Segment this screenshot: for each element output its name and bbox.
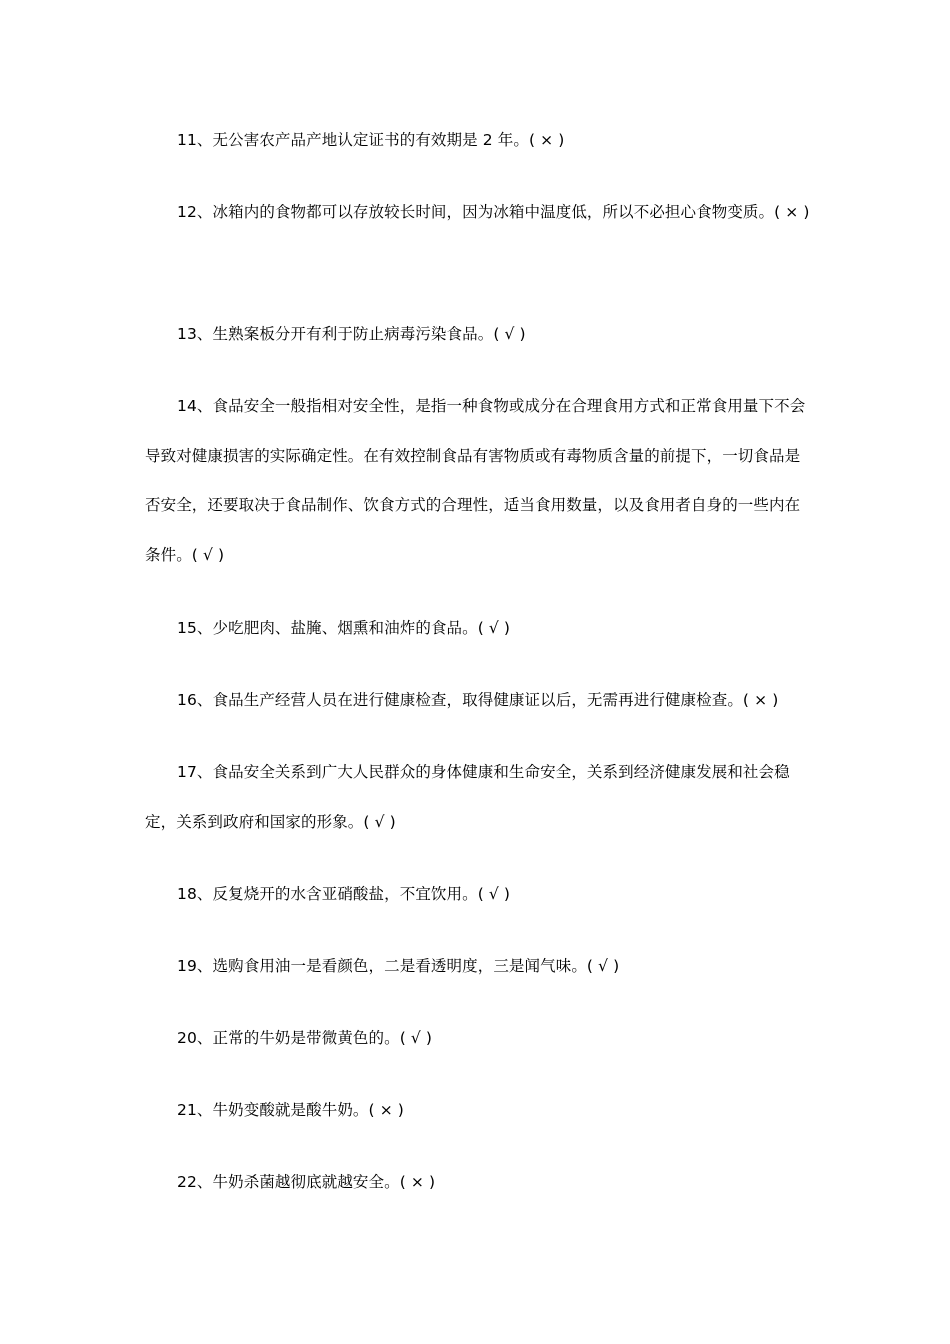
question-21: 21、牛奶变酸就是酸牛奶。( × ) (177, 1101, 404, 1119)
question-19: 19、选购食用油一是看颜色，二是看透明度，三是闻气味。( √ ) (177, 957, 620, 975)
question-11: 11、无公害农产品产地认定证书的有效期是 2 年。( × ) (177, 131, 565, 149)
question-15: 15、少吃肥肉、盐腌、烟熏和油炸的食品。( √ ) (177, 619, 511, 637)
question-17: 17、食品安全关系到广大人民群众的身体健康和生命安全，关系到经济健康发展和社会稳定，关系到政府和国家的形象。( √ ) (145, 763, 790, 831)
question-20: 20、正常的牛奶是带微黄色的。( √ ) (177, 1029, 433, 1047)
question-13: 13、生熟案板分开有利于防止病毒污染食品。( √ ) (177, 325, 526, 343)
question-14: 14、食品安全一般指相对安全性，是指一种食物或成分在合理食用方式和正常食用量下不会导致对健康损害的实际确定性。在有效控制食品有害物质或有毒物质含量的前提下，一切食品是否安全，还要取决于食品制作、饮食方式的合理性，适当食用数量，以及食用者自身的一些内在条件。( √ ) (145, 397, 806, 564)
question-12: 12、冰箱内的食物都可以存放较长时间，因为冰箱中温度低，所以不必担心食物变质。( × ) (177, 203, 810, 221)
question-16: 16、食品生产经营人员在进行健康检查，取得健康证以后，无需再进行健康检查。( × ) (177, 691, 779, 709)
question-22: 22、牛奶杀菌越彻底就越安全。( × ) (177, 1173, 436, 1191)
question-18: 18、反复烧开的水含亚硝酸盐，不宜饮用。( √ ) (177, 885, 511, 903)
